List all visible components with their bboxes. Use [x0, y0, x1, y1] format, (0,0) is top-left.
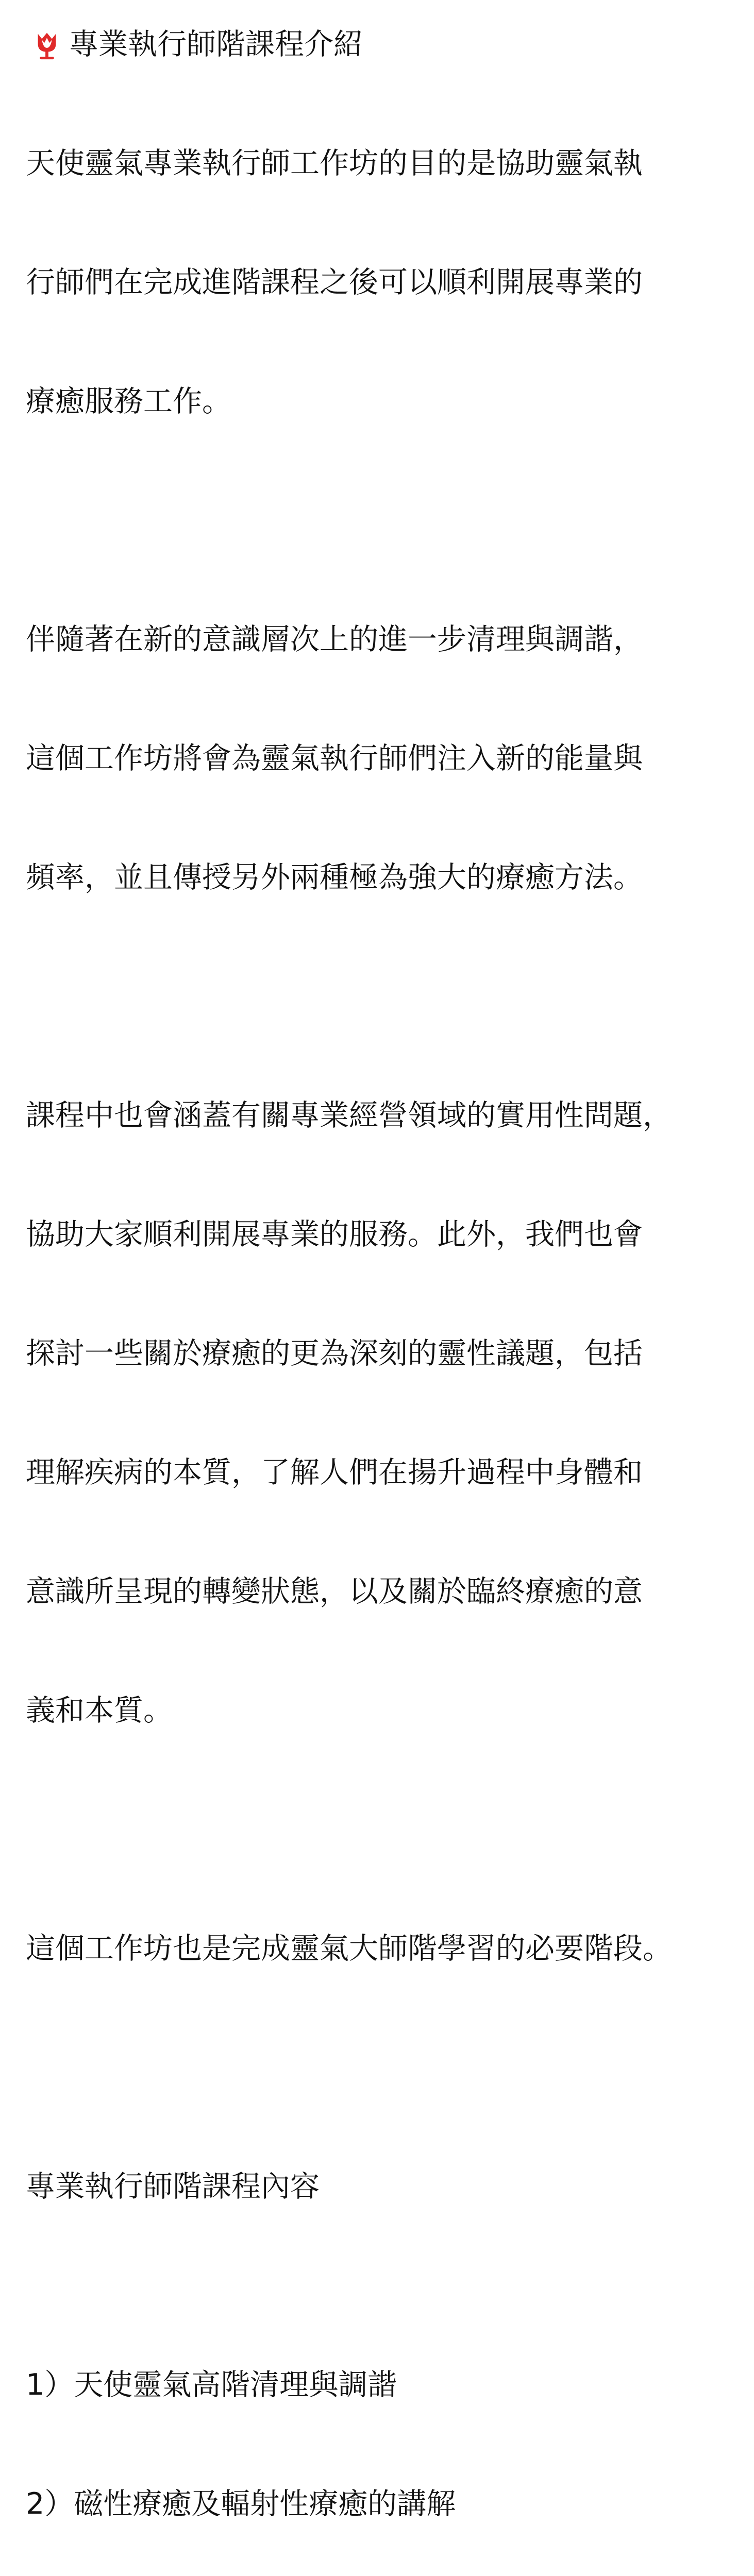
- list-item: 1）天使靈氣高階清理與調諧: [26, 2368, 397, 2402]
- cleansing-paragraph: [26, 540, 742, 977]
- intro-paragraph: [26, 64, 742, 501]
- page-title: 專業執行師階課程介紹: [69, 27, 363, 61]
- text-line: 這個工作坊也是完成靈氣大師階學習的必要階段。: [26, 1931, 672, 1965]
- text-line: 理解疾病的本質，了解人們在揚升過程中身體和: [26, 1455, 643, 1489]
- course-content-heading: 專業執行師階課程內容: [26, 2170, 320, 2204]
- text-line: 探討一些關於療癒的更為深刻的靈性議題，包括: [26, 1336, 643, 1370]
- text-line: 行師們在完成進階課程之後可以順利開展專業的: [26, 265, 643, 299]
- paragraph-gap: [26, 501, 742, 540]
- tulip-icon: [31, 29, 63, 61]
- spiritual-topics-paragraph: [26, 1016, 742, 1810]
- paragraph-gap: [26, 2048, 742, 2088]
- title-row: [26, 25, 742, 64]
- document-body: [26, 25, 742, 2576]
- text-line: 意識所呈現的轉變狀態，以及關於臨終療癒的意: [26, 1574, 643, 1608]
- text-line: 伴隨著在新的意識層次上的進一步清理與調諧，: [26, 622, 643, 656]
- text-line: 這個工作坊將會為靈氣執行師們注入新的能量與: [26, 741, 643, 775]
- text-line: 頻率，並且傳授另外兩種極為強大的療癒方法。: [26, 860, 643, 894]
- text-line: 天使靈氣專業執行師工作坊的目的是協助靈氣執: [26, 146, 643, 180]
- text-line: 療癒服務工作。: [26, 384, 231, 418]
- list-item: 2）磁性療癒及輻射性療癒的講解: [26, 2487, 456, 2521]
- paragraph-gap: [26, 977, 742, 1016]
- course-content-section: [26, 2088, 742, 2576]
- text-line: 協助大家順利開展專業的服務。此外，我們也會: [26, 1217, 643, 1251]
- text-line: 義和本質。: [26, 1693, 173, 1727]
- paragraph-gap: [26, 1810, 742, 1850]
- master-level-paragraph: [26, 1850, 742, 2048]
- text-line: 課程中也會涵蓋有關專業經營領域的實用性問題，: [26, 1098, 672, 1132]
- course-content-list: [26, 2286, 742, 2576]
